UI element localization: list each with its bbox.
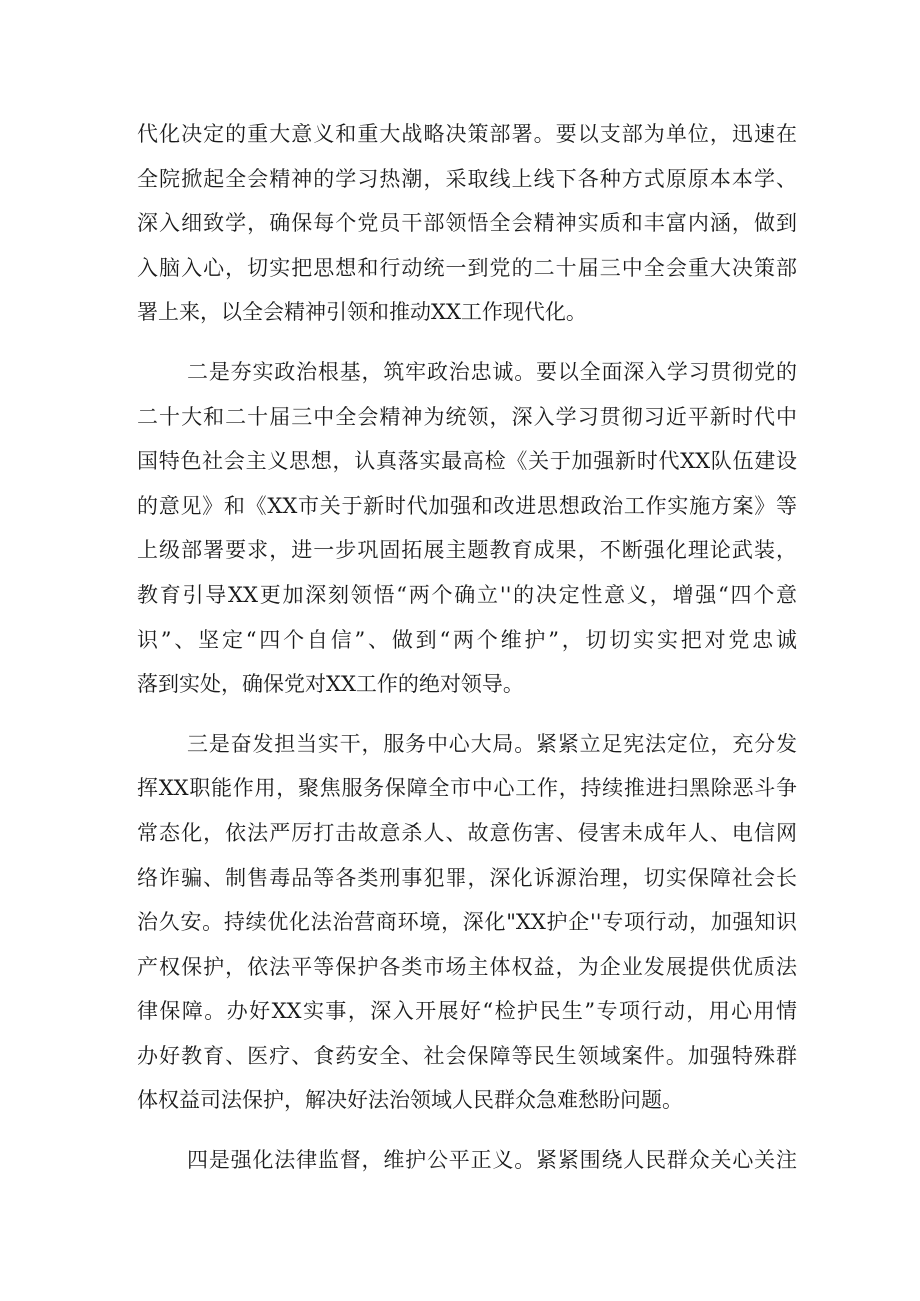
paragraph-line: 全院掀起全会精神的学习热潮，采取线上线下各种方式原原本本学、 <box>137 166 797 191</box>
paragraph-1 <box>137 112 797 335</box>
paragraph-spacer <box>137 707 797 722</box>
paragraph-line: 四是强化法律监督，维护公平正义。紧紧围绕人民群众关心关注 <box>187 1148 797 1173</box>
paragraph-line: 署上来，以全会精神引领和推动XX工作现代化。 <box>137 300 587 325</box>
paragraph-line: 二是夯实政治根基，筑牢政治忠诚。要以全面深入学习贯彻党的 <box>187 359 797 384</box>
paragraph-line: 办好教育、医疗、食药安全、社会保障等民生领域案件。加强特殊群 <box>137 1043 797 1068</box>
paragraph-line: 落到实处，确保党对XX工作的绝对领导。 <box>137 672 524 697</box>
paragraph-spacer <box>137 1123 797 1138</box>
paragraph-line: 的意见》和《XX市关于新时代加强和改进思想政治工作实施方案》等 <box>137 493 797 518</box>
paragraph-line: 络诈骗、制售毒品等各类刑事犯罪，深化诉源治理，切实保障社会长 <box>137 865 797 890</box>
paragraph-line: 上级部署要求，进一步巩固拓展主题教育成果，不断强化理论武装， <box>137 538 797 563</box>
paragraph-line: 三是奋发担当实干，服务中心大局。紧紧立足宪法定位，充分发 <box>187 731 797 756</box>
paragraph-line: 代化决定的重大意义和重大战略决策部署。要以支部为单位，迅速在 <box>137 122 797 146</box>
paragraph-line: 教育引导XX更加深刻领悟“两个确立''的决定性意义，增强“四个意 <box>137 582 797 607</box>
paragraph-line: 挥XX职能作用，聚焦服务保障全市中心工作，持续推进扫黑除恶斗争 <box>137 776 797 801</box>
paragraph-line: 律保障。办好XX实事，深入开展好“检护民生”专项行动，用心用情 <box>137 999 797 1024</box>
paragraph-4 <box>137 1138 797 1183</box>
paragraph-line: 识”、坚定“四个自信”、做到“两个维护”，切切实实把对党忠诚 <box>137 627 797 652</box>
paragraph-3 <box>137 722 797 1123</box>
paragraph-line: 二十大和二十届三中全会精神为统领，深入学习贯彻习近平新时代中 <box>137 404 797 429</box>
document-body <box>137 112 797 1183</box>
paragraph-line: 深入细致学，确保每个党员干部领悟全会精神实质和丰富内涵，做到 <box>137 211 797 236</box>
paragraph-line: 国特色社会主义思想，认真落实最高检《关于加强新时代XX队伍建设 <box>137 449 797 474</box>
paragraph-line: 体权益司法保护，解决好法治领域人民群众急难愁盼问题。 <box>137 1088 683 1113</box>
paragraph-line: 入脑入心，切实把思想和行动统一到党的二十届三中全会重大决策部 <box>137 255 797 280</box>
paragraph-spacer <box>137 335 797 350</box>
paragraph-line: 常态化，依法严厉打击故意杀人、故意伤害、侵害未成年人、电信网 <box>137 820 797 845</box>
paragraph-line: 治久安。持续优化法治营商环境，深化"XX护企''专项行动，加强知识 <box>137 910 797 935</box>
paragraph-2 <box>137 350 797 707</box>
paragraph-line: 产权保护，依法平等保护各类市场主体权益，为企业发展提供优质法 <box>137 954 797 979</box>
